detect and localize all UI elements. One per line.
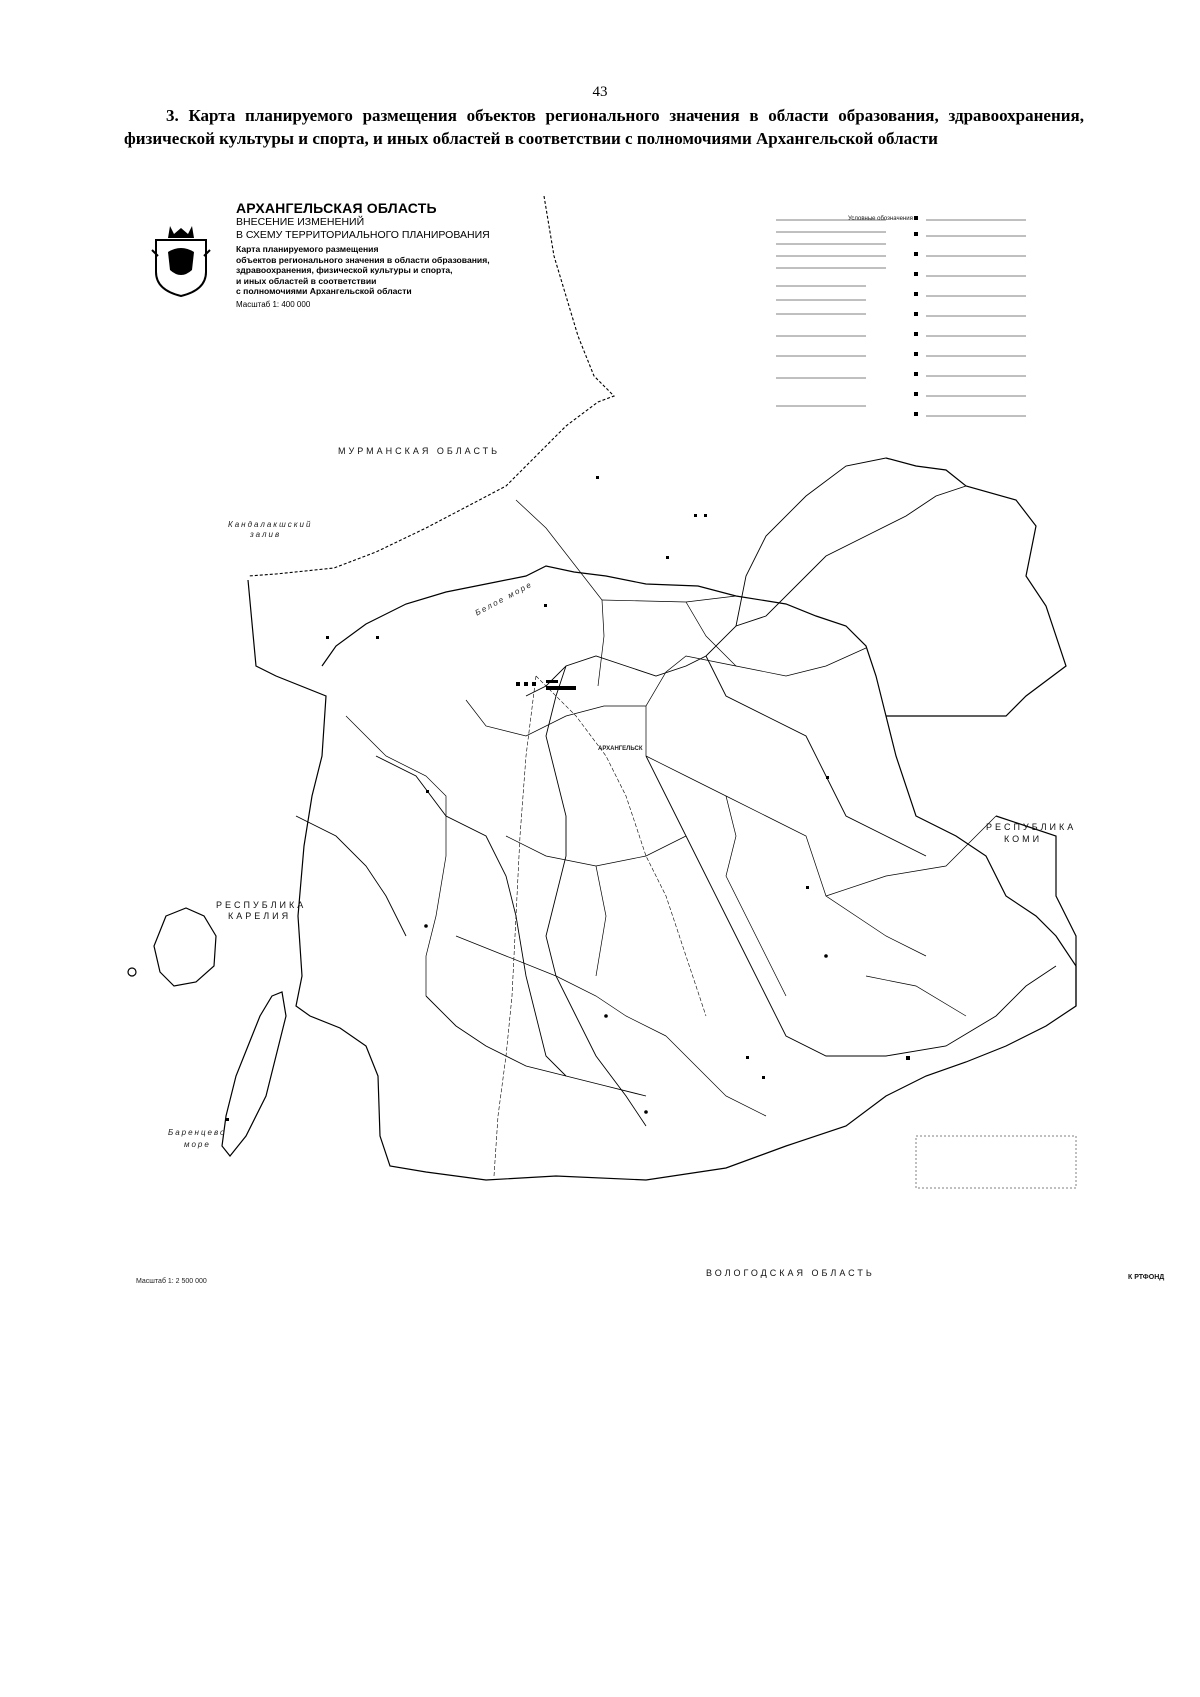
inset-scale: Масштаб 1: 2 500 000 xyxy=(136,1278,207,1285)
label-capital: АРХАНГЕЛЬСК xyxy=(598,746,643,752)
map-description-line: с полномочиями Архангельской области xyxy=(236,286,412,297)
label-kandalaksha-1: Кандалакшский xyxy=(228,520,313,529)
map-title: АРХАНГЕЛЬСКАЯ ОБЛАСТЬ xyxy=(236,200,437,216)
label-karelia-2: КАРЕЛИЯ xyxy=(228,911,292,921)
map-subtitle-1: ВНЕСЕНИЕ ИЗМЕНЕНИЙ xyxy=(236,216,365,228)
coat-of-arms-icon xyxy=(148,220,214,298)
label-white-sea: Белое море xyxy=(473,579,535,618)
label-barents-1: Баренцево xyxy=(168,1128,227,1137)
page-heading: 3. Карта планируемого размещения объектов регионального значения в области образования, здравоохранения, физической культуры и спорта, и иных областей в соответствии с полномочиями Архангельской области xyxy=(124,106,1084,148)
map-description-line: объектов регионального значения в области образования, xyxy=(236,254,490,265)
label-barents-2: море xyxy=(184,1140,211,1149)
map-description xyxy=(236,244,536,297)
label-komi-1: РЕСПУБЛИКА xyxy=(986,822,1077,832)
map-subtitle-2: В СХЕМУ ТЕРРИТОРИАЛЬНОГО ПЛАНИРОВАНИЯ xyxy=(236,229,490,241)
map-description-line: и иных областей в соответствии xyxy=(236,275,377,286)
legend-title: Условные обозначения xyxy=(848,216,913,222)
label-komi-2: КОМИ xyxy=(1004,834,1043,844)
map-scale: Масштаб 1: 400 000 xyxy=(236,299,311,309)
label-karelia-1: РЕСПУБЛИКА xyxy=(216,900,307,910)
map-title-block xyxy=(236,200,536,309)
legend-symbols xyxy=(914,216,918,416)
region-outline xyxy=(248,458,1076,1180)
map-description-line: здравоохранения, физической культуры и спорта, xyxy=(236,265,453,276)
map-description-line: Карта планируемого размещения xyxy=(236,244,379,254)
islands xyxy=(128,908,286,1156)
legend-panel xyxy=(776,220,1026,416)
region-map xyxy=(126,196,1180,1300)
rivers xyxy=(296,458,1056,1126)
inset-legend xyxy=(916,1136,1076,1188)
map-drawing xyxy=(126,196,1180,1300)
page-number: 43 xyxy=(592,84,608,100)
settlement-markers xyxy=(226,476,910,1121)
label-murmansk: МУРМАНСКАЯ ОБЛАСТЬ xyxy=(338,446,501,456)
label-vologda: ВОЛОГОДСКАЯ ОБЛАСТЬ xyxy=(706,1268,875,1278)
label-kandalaksha-2: залив xyxy=(250,530,282,539)
producer-logo: К РТФОНД xyxy=(1128,1274,1165,1281)
